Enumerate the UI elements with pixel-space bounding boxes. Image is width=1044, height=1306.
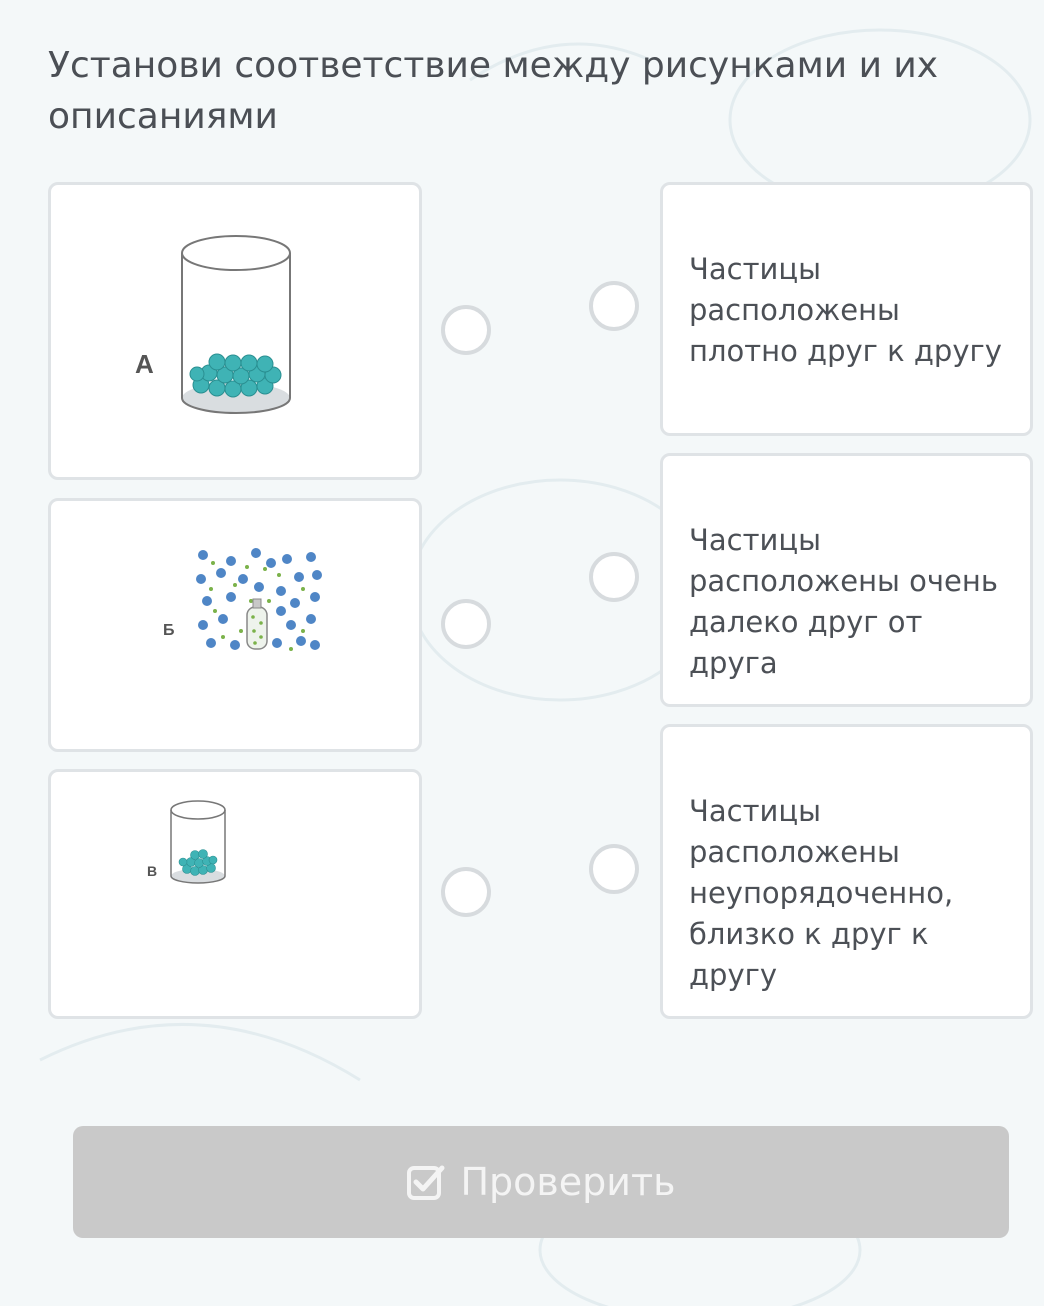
description-text: Частицы расположены неупорядоченно, близко к друг к другу [689, 794, 954, 992]
description-card-2[interactable] [660, 453, 1033, 707]
beaker-small-illustration [141, 796, 231, 891]
check-button-label: Проверить [460, 1160, 676, 1204]
description-card-1[interactable] [660, 182, 1033, 436]
picture-card-a[interactable] [48, 182, 422, 480]
picture-card-c[interactable] [48, 769, 422, 1019]
radio-picture-c[interactable] [441, 867, 491, 917]
beaker-solid-illustration [131, 223, 351, 423]
check-button[interactable] [73, 1126, 1009, 1238]
checkbox-check-icon [406, 1162, 446, 1202]
radio-description-1[interactable] [589, 281, 639, 331]
page-title: Установи соответствие между рисунками и их описаниями [48, 45, 939, 137]
gas-diffusion-illustration [151, 539, 341, 664]
description-text: Частицы расположены плотно друг к другу [689, 252, 1002, 368]
radio-description-2[interactable] [589, 552, 639, 602]
radio-picture-b[interactable] [441, 599, 491, 649]
picture-card-b[interactable] [48, 498, 422, 752]
picture-label: В [147, 863, 158, 879]
picture-label: А [135, 349, 154, 379]
radio-picture-a[interactable] [441, 305, 491, 355]
description-card-3[interactable] [660, 724, 1033, 1019]
radio-description-3[interactable] [589, 844, 639, 894]
description-text: Частицы расположены очень далеко друг от друга [689, 523, 998, 680]
picture-label: Б [163, 622, 175, 639]
